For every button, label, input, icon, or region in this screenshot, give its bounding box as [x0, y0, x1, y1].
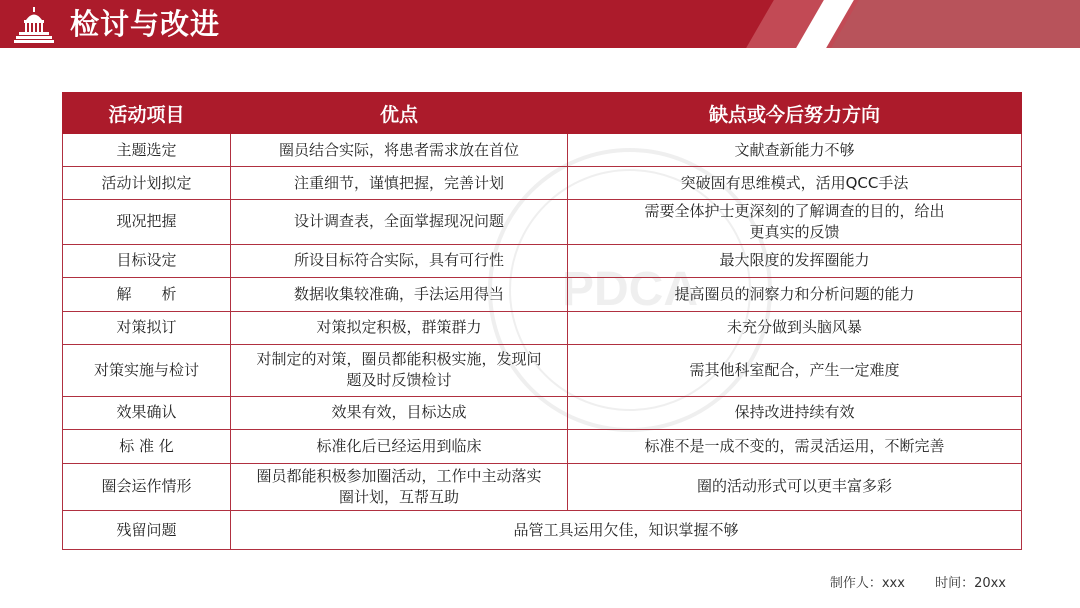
table-row: [63, 344, 1022, 396]
cell-item: 现况把握: [63, 199, 231, 244]
footer-author: 制作人：xxx: [829, 576, 905, 591]
cell-item: 对策拟订: [63, 311, 231, 344]
cell-pros: 标准化后已经运用到临床: [231, 430, 568, 463]
header-banner: [0, 0, 1080, 48]
cell-pros: 数据收集较准确，手法运用得当: [231, 278, 568, 311]
cell-cons: 突破固有思维模式，活用QCC手法: [568, 167, 1022, 199]
cell-residual-note: 品管工具运用欠佳，知识掌握不够: [231, 511, 1022, 550]
page-title: 检讨与改进: [70, 7, 221, 41]
cell-cons: 未充分做到头脑风暴: [568, 311, 1022, 344]
cell-pros: 效果有效，目标达成: [231, 396, 568, 429]
capitol-building-icon: [14, 6, 54, 44]
cell-pros: 圈员结合实际，将患者需求放在首位: [231, 134, 568, 167]
footer-time: 时间：20xx: [935, 576, 1006, 591]
table-row: [63, 463, 1022, 511]
table-row-residual: [63, 511, 1022, 550]
cell-cons: 提高圈员的洞察力和分析问题的能力: [568, 278, 1022, 311]
table-row: [63, 199, 1022, 244]
footer-info: [804, 572, 1006, 591]
column-header-pros: 优点: [231, 93, 568, 134]
table-row: [63, 167, 1022, 199]
cell-pros: 注重细节，谨慎把握，完善计划: [231, 167, 568, 199]
cell-pros: 对策拟定积极，群策群力: [231, 311, 568, 344]
column-header-item: 活动项目: [63, 93, 231, 134]
table-row: [63, 244, 1022, 277]
cell-cons: 文献查新能力不够: [568, 134, 1022, 167]
table-row: [63, 311, 1022, 344]
column-header-cons: 缺点或今后努力方向: [568, 93, 1022, 134]
cell-pros: 所设目标符合实际，具有可行性: [231, 244, 568, 277]
table-row: [63, 278, 1022, 311]
cell-item: 目标设定: [63, 244, 231, 277]
watermark-text: PDCA: [561, 263, 699, 316]
cell-cons: 保持改进持续有效: [568, 396, 1022, 429]
cell-item: 效果确认: [63, 396, 231, 429]
cell-cons: 最大限度的发挥圈能力: [568, 244, 1022, 277]
cell-pros: 设计调查表，全面掌握现况问题: [231, 199, 568, 244]
cell-item: 主题选定: [63, 134, 231, 167]
review-table: [62, 92, 1022, 550]
table-row: [63, 134, 1022, 167]
cell-pros: 对制定的对策，圈员都能积极实施，发现问题及时反馈检讨: [231, 344, 568, 396]
cell-pros: 圈员都能积极参加圈活动，工作中主动落实圈计划，互帮互助: [231, 463, 568, 511]
cell-cons: 需要全体护士更深刻的了解调查的目的，给出更真实的反馈: [568, 199, 1022, 244]
cell-cons: 圈的活动形式可以更丰富多彩: [568, 463, 1022, 511]
cell-item: 对策实施与检讨: [63, 344, 231, 396]
cell-cons: 需其他科室配合，产生一定难度: [568, 344, 1022, 396]
cell-item: 标 准 化: [63, 430, 231, 463]
cell-item: 解 析: [63, 278, 231, 311]
cell-item: 活动计划拟定: [63, 167, 231, 199]
cell-cons: 标准不是一成不变的，需灵活运用，不断完善: [568, 430, 1022, 463]
review-table-container: [62, 92, 1021, 550]
table-row: [63, 430, 1022, 463]
cell-item: 残留问题: [63, 511, 231, 550]
table-header-row: [63, 93, 1022, 134]
cell-item: 圈会运作情形: [63, 463, 231, 511]
table-row: [63, 396, 1022, 429]
header-stripe: [831, 0, 1080, 48]
